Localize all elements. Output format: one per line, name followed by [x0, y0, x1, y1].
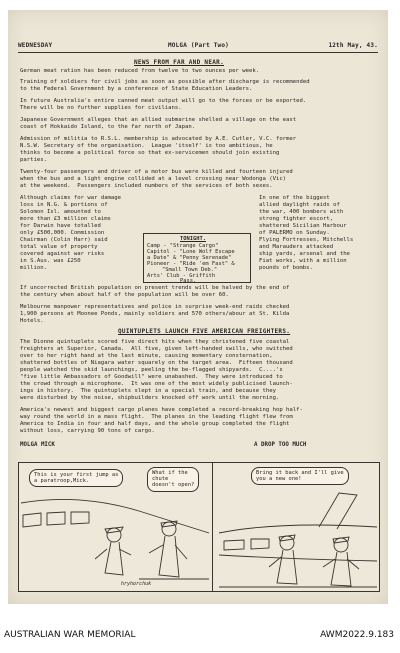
- news-line: Melbourne manpower representatives and police in surprise week-end raids checked: [20, 304, 290, 310]
- planes-line: America's newest and biggest cargo planes have completed a record-breaking hop half-: [20, 407, 303, 413]
- planes-line: way round the world in a mass flight. The planes in the leading flight flew from: [20, 414, 293, 420]
- tonight-line: Camp - "Strange Cargo": [147, 243, 219, 249]
- section1-title: NEWS FROM FAR AND NEAR.: [134, 59, 224, 66]
- cartoon-caption-left: MOLGA MICK: [20, 442, 55, 448]
- section2-title: QUINTUPLETS LAUNCH FIVE AMERICAN FREIGHTERS.: [118, 328, 291, 335]
- tonight-line: "Small Town Deb.": [162, 267, 218, 273]
- tonight-line: Pioneer - "Ride 'em Fast" &: [147, 261, 235, 267]
- left-col-line: for Darwin have totalled: [20, 223, 101, 229]
- left-col-line: loss in N.G. & portions of: [20, 202, 108, 208]
- planes-line: America to India in four and half days, and the whole group completed the flight: [20, 421, 290, 427]
- right-col-line: Flying Fortresses, Mitchells: [259, 237, 354, 243]
- cartoon-signature: hryhorchuk: [121, 581, 152, 587]
- left-col-line: Although claims for war damage: [20, 195, 122, 201]
- document-sheet: [8, 10, 388, 604]
- footer-institution: AUSTRALIAN WAR MEMORIAL: [4, 630, 136, 640]
- news-line: 1,900 persons at Moonee Ponds, mainly soldiers and 570 others/abour at St. Kilda: [20, 311, 290, 317]
- news-line: German meat ration has been reduced from twelve to two ounces per week.: [20, 68, 260, 74]
- quint-line: shattered bottles of Niagara water squarely on the target area. Fifteen thousand: [20, 360, 293, 366]
- left-col-line: covered against war risks: [20, 251, 105, 257]
- news-line: Japanese Government alleges that an allied submarine shelled a village on the east: [20, 117, 297, 123]
- news-line: Training of soldiers for civil jobs as soon as possible after discharge is recommended: [20, 79, 310, 85]
- footer-accession-number: AWM2022.9.183: [320, 630, 394, 640]
- tonight-box: [143, 233, 251, 283]
- left-col-line: Chairman (Colin Harr) said: [20, 237, 108, 243]
- header-title: MOLGA (Part Two): [168, 42, 229, 49]
- news-line: parties.: [20, 157, 47, 163]
- right-col-line: Fiat works, with a million: [259, 258, 347, 264]
- speech-bubble-3: Bring it back and I'll give you a new one!: [251, 467, 349, 485]
- tonight-line: Pass.: [180, 278, 197, 284]
- left-col-line: only £500,000. Commission: [20, 230, 105, 236]
- header-day: WEDNESDAY: [18, 42, 53, 49]
- quint-line: were disturbed by the noise, shipbuilders knocked off work until the morning.: [20, 395, 280, 401]
- quint-line: the crowd through a microphone. It was one of the most widely publicised launch-: [20, 381, 293, 387]
- news-line: to the Federal Government by a conference of State Education Leaders.: [20, 86, 253, 92]
- tonight-heading: TONIGHT.: [180, 236, 206, 242]
- tonight-line: Arts' Club - Griffith: [147, 273, 216, 279]
- news-line: when the bus and a light engine collided at a level crossing near Wodonga (Vic): [20, 176, 287, 182]
- tonight-line: a Date" & "Penny Serenade": [147, 255, 232, 261]
- right-col-line: the war, 400 bombers with: [259, 209, 344, 215]
- right-col-line: and Marauders attacked: [259, 244, 334, 250]
- right-col-line: ship yards, arsenal and the: [259, 251, 350, 257]
- news-line: at the weekend. Passengers included numbers of the services of both sexes.: [20, 183, 273, 189]
- quint-line: ings in history. The quintuplets slept in a special train, and because they: [20, 388, 276, 394]
- right-col-line: shattered Sicilian Harbour: [259, 223, 347, 229]
- header-rule: [18, 52, 378, 53]
- quint-line: over to her right hand at the last minute, causing momentary consternation,: [20, 353, 273, 359]
- left-col-line: in S.Aus. was £250: [20, 258, 81, 264]
- planes-line: without loss, carrying 90 tons of cargo.: [20, 428, 155, 434]
- news-line: If uncorrected British population on present trends will be halved by the end of: [20, 285, 290, 291]
- right-col-line: of PALERMO on Sunday.: [259, 230, 330, 236]
- news-line: Twenty-four passengers and driver of a motor bus were killed and fourteen injured: [20, 169, 293, 175]
- news-line: N.S.W. Secretary of the organisation. League 'itself' is too ambitious, he: [20, 143, 273, 149]
- quint-line: The Dionne quintuplets scored five direct hits when they christened five coastal: [20, 339, 290, 345]
- quint-line: freighters at Superior, Canada. All five, given left-handed swills, who switched: [20, 346, 293, 352]
- archive-footer: [0, 620, 400, 653]
- news-line: the century when about half of the population will be over 60.: [20, 292, 229, 298]
- header-date: 12th May, 43.: [328, 42, 378, 49]
- right-col-line: pounds of bombs.: [259, 265, 313, 271]
- news-line: Admission of militia to R.S.L. membership is advocated by A.E. Cutler, V.C. former: [20, 136, 297, 142]
- cartoon-strip: [18, 462, 380, 592]
- news-line: In future Australia's entire canned meat output will go to the forces or be exported.: [20, 98, 307, 104]
- right-col-line: In one of the biggest: [259, 195, 330, 201]
- speech-bubble-1: This is your first jump as a paratroop,Mick.: [29, 469, 123, 487]
- news-line: Hotels.: [20, 318, 44, 324]
- left-col-line: more than £3 million claims: [20, 216, 111, 222]
- speech-bubble-2: What if the chute doesn't open?: [147, 467, 199, 492]
- quint-line: people watched the skid launchings, peeling the be-flagged shipyards. C....'s: [20, 367, 283, 373]
- left-col-line: total value of property: [20, 244, 98, 250]
- panel-divider: [212, 463, 213, 591]
- page-header: [18, 42, 378, 51]
- right-col-line: strong fighter escort,: [259, 216, 334, 222]
- tonight-line: Capitol - "Lone Wolf Escape: [147, 249, 235, 255]
- left-col-line: million.: [20, 265, 47, 271]
- news-line: thinks to become a political force so that ex-servicemen should join existing: [20, 150, 280, 156]
- cartoon-caption-right: A DROP TOO MUCH: [254, 442, 307, 448]
- news-line: There will be no further supplies for civilians.: [20, 105, 182, 111]
- news-line: coast of Hokkaido Island, to the far north of Japan.: [20, 124, 196, 130]
- quint-line: "five little Ambassadors of Goodwill" were unabashed. They were introduced to: [20, 374, 283, 380]
- right-col-line: allied daylight raids of: [259, 202, 340, 208]
- left-col-line: Solomon Isl. amounted to: [20, 209, 101, 215]
